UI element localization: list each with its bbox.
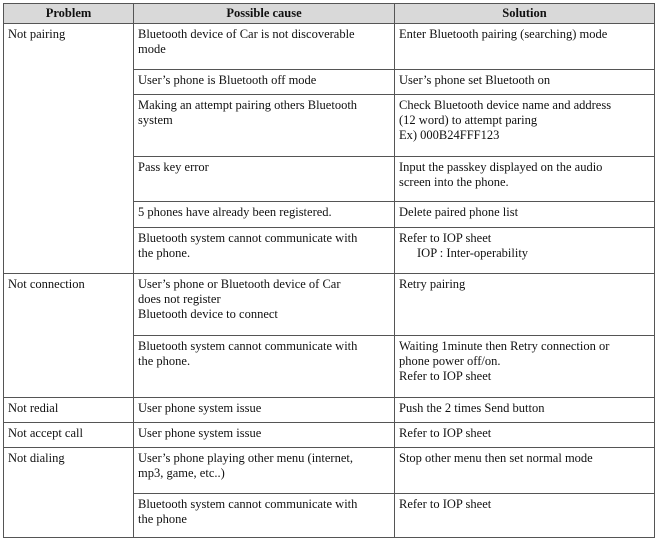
cause-cell: [134, 494, 395, 538]
solution-line: Push the 2 times Send button: [399, 401, 545, 415]
cause-cell: [134, 228, 395, 274]
table-row: [4, 274, 655, 336]
solution-cell: [395, 448, 655, 494]
cause-line: system: [138, 113, 173, 127]
solution-line: screen into the phone.: [399, 175, 509, 189]
solution-cell: [395, 70, 655, 95]
problem-cell: Not redial: [4, 398, 134, 423]
cause-line: Pass key error: [138, 160, 209, 174]
problem-cell: Not pairing: [4, 24, 134, 274]
solution-line: Refer to IOP sheet: [399, 369, 492, 383]
solution-cell: [395, 423, 655, 448]
cause-line: User’s phone playing other menu (internet,: [138, 451, 353, 465]
cause-cell: [134, 274, 395, 336]
solution-line: Refer to IOP sheet: [399, 231, 492, 245]
solution-cell: [395, 24, 655, 70]
header-problem: Problem: [4, 4, 134, 24]
solution-cell: [395, 157, 655, 202]
cause-line: the phone: [138, 512, 187, 526]
cause-line: Making an attempt pairing others Bluetooth: [138, 98, 358, 112]
header-possible-cause: Possible cause: [134, 4, 395, 24]
solution-line: Check Bluetooth device name and address: [399, 98, 612, 112]
header-row: [4, 4, 655, 24]
solution-cell: [395, 228, 655, 274]
solution-line: Delete paired phone list: [399, 205, 519, 219]
solution-line: Retry pairing: [399, 277, 466, 291]
table-row: [4, 423, 655, 448]
cause-line: the phone.: [138, 246, 191, 260]
cause-cell: [134, 70, 395, 95]
solution-cell: [395, 202, 655, 228]
cause-line: Bluetooth system cannot communicate with: [138, 231, 358, 245]
solution-line: phone power off/on.: [399, 354, 501, 368]
cause-line: Bluetooth device to connect: [138, 307, 278, 321]
cause-cell: [134, 398, 395, 423]
solution-cell: [395, 494, 655, 538]
problem-cell: Not connection: [4, 274, 134, 398]
solution-cell: [395, 336, 655, 398]
cause-line: does not register: [138, 292, 221, 306]
table-row: [4, 24, 655, 70]
cause-cell: [134, 336, 395, 398]
solution-line: Refer to IOP sheet: [399, 497, 492, 511]
cause-line: User’s phone or Bluetooth device of Car: [138, 277, 341, 291]
cause-cell: [134, 157, 395, 202]
cause-cell: [134, 95, 395, 157]
cause-cell: [134, 24, 395, 70]
solution-line: Stop other menu then set normal mode: [399, 451, 593, 465]
troubleshooting-table: [3, 3, 655, 538]
cause-line: Bluetooth device of Car is not discoverable: [138, 27, 355, 41]
table-row: [4, 448, 655, 494]
solution-line: Ex) 000B24FFF123: [399, 128, 500, 142]
solution-line: Refer to IOP sheet: [399, 426, 492, 440]
table-row: [4, 398, 655, 423]
cause-cell: [134, 448, 395, 494]
cause-line: mode: [138, 42, 166, 56]
solution-line: IOP : Inter-operability: [417, 246, 529, 260]
solution-line: (12 word) to attempt paring: [399, 113, 538, 127]
cause-line: Bluetooth system cannot communicate with: [138, 339, 358, 353]
solution-line: Input the passkey displayed on the audio: [399, 160, 603, 174]
cause-line: User phone system issue: [138, 401, 262, 415]
cause-cell: [134, 423, 395, 448]
cause-line: the phone.: [138, 354, 191, 368]
solution-line: User’s phone set Bluetooth on: [399, 73, 551, 87]
cause-line: User phone system issue: [138, 426, 262, 440]
cause-cell: [134, 202, 395, 228]
problem-cell: Not dialing: [4, 448, 134, 538]
solution-cell: [395, 95, 655, 157]
cause-line: 5 phones have already been registered.: [138, 205, 332, 219]
solution-cell: [395, 274, 655, 336]
header-solution: Solution: [395, 4, 655, 24]
cause-line: User’s phone is Bluetooth off mode: [138, 73, 317, 87]
solution-line: Waiting 1minute then Retry connection or: [399, 339, 610, 353]
solution-line: Enter Bluetooth pairing (searching) mode: [399, 27, 608, 41]
problem-cell: Not accept call: [4, 423, 134, 448]
cause-line: mp3, game, etc..): [138, 466, 225, 480]
solution-cell: [395, 398, 655, 423]
cause-line: Bluetooth system cannot communicate with: [138, 497, 358, 511]
